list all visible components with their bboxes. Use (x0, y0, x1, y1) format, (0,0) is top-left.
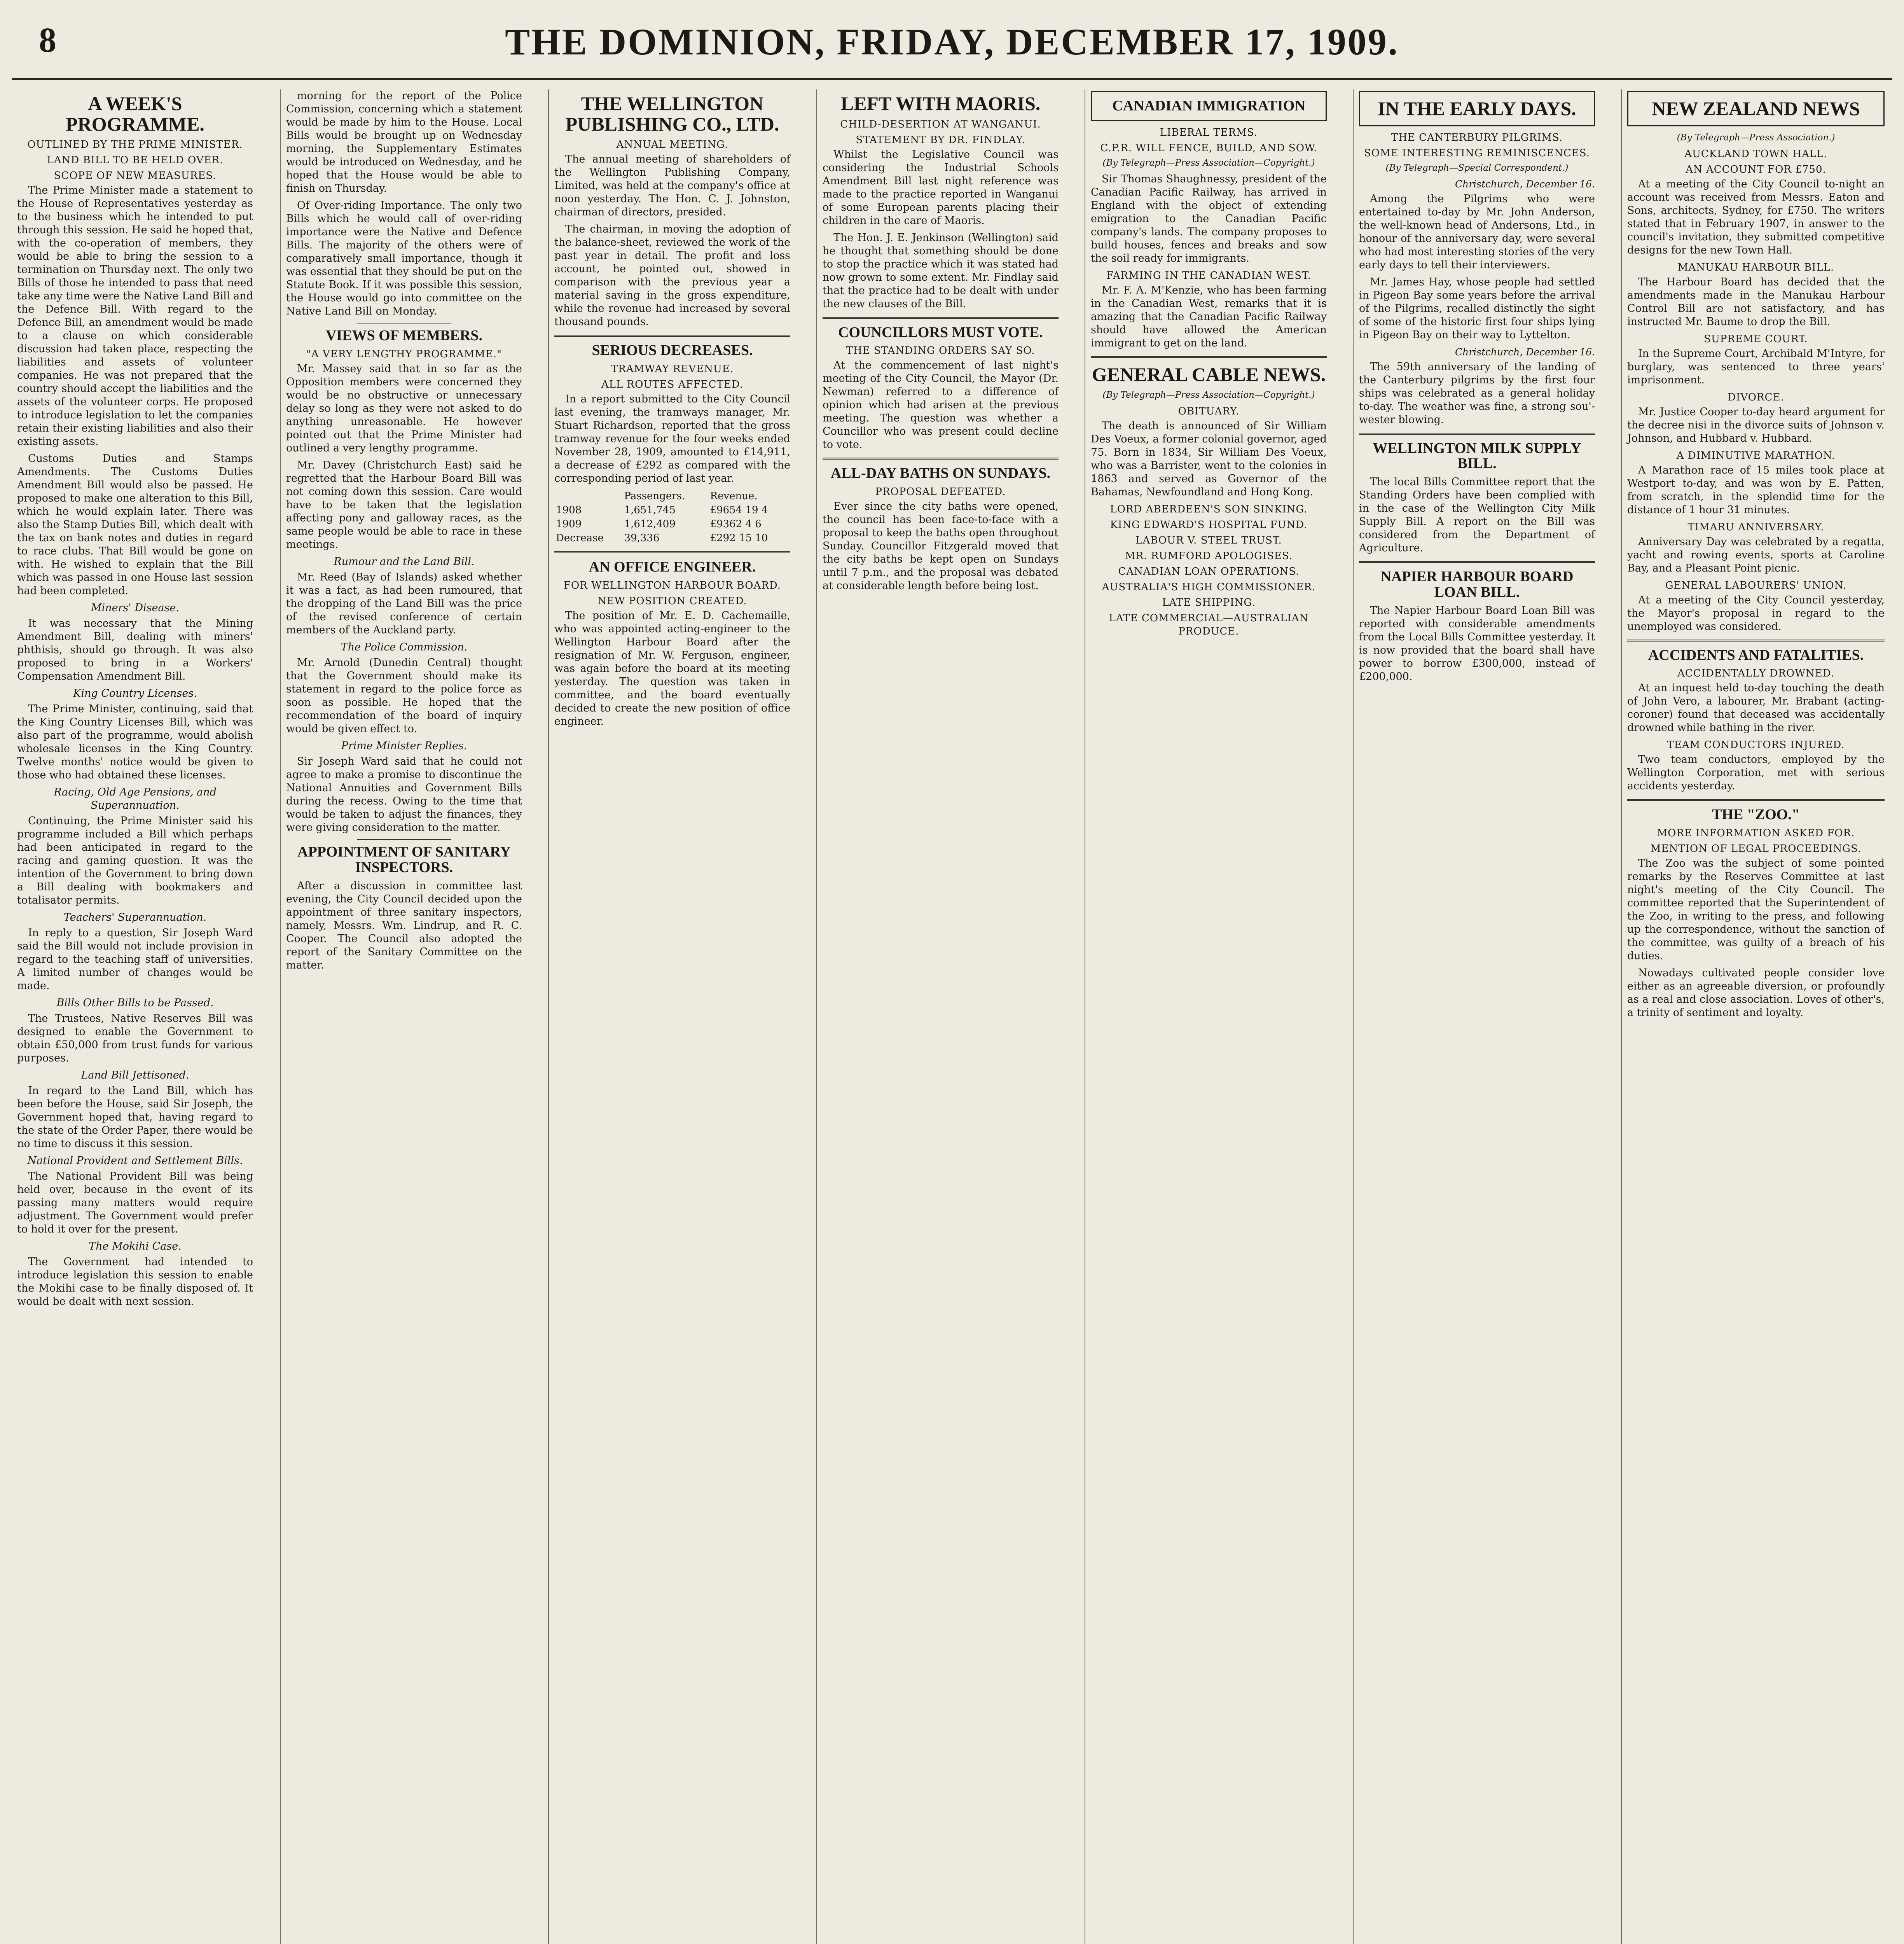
pilgrims-subhead: THE CANTERBURY PILGRIMS. (1391, 131, 1563, 143)
news-item-head: MANUKAU HARBOUR BILL. (1677, 261, 1834, 273)
proposal-defeated-subhead: PROPOSAL DEFEATED. (875, 486, 1006, 498)
article-paragraph: The Government had intended to introduce legislation this session to enable the Mokihi case to be finally disposed of. It would be dealt with next session. (17, 1256, 253, 1308)
news-item-text: Anniversary Day was celebrated by a regatta, yacht and rowing events, sports at Caroline Bay, and a Pleasant Point picnic. (1627, 535, 1885, 574)
tramway-revenue-table (554, 489, 790, 545)
article-paragraph: In a report submitted to the City Council last evening, the tramways manager, Mr. Stuart Richardson, reported that the gross tramway revenue for the four weeks ended November 28, 1909, amounted to £14,911, a decrease of £292 as compared with the corresponding period of last year. (554, 393, 790, 484)
table-header-cell: Passengers. (624, 490, 685, 502)
article-paragraph: Mr. F. A. M'Kenzie, who has been farming in the Canadian West, remarks that it is amazing that the Canadian Pacific Railway should have allowed the American immigrant to get on the land. (1091, 284, 1327, 349)
news-item-text: At a meeting of the City Council to-night an account was received from Messrs. Eaton and Sons, architects, Sydney, for £750. The writers stated that in February 1907, in answer to the council's invitation, they submitted competitive designs for the new Town Hall. (1627, 178, 1885, 256)
divider (1627, 799, 1885, 801)
article-paragraph: The local Bills Committee report that the Standing Orders have been complied with in the case of the Wellington City Milk Supply Bill. A report on the Bill was considered from the Department of Agriculture. (1359, 476, 1595, 554)
routes-subhead: ALL ROUTES AFFECTED. (601, 378, 743, 390)
table-cell: Decrease (556, 532, 604, 544)
column-2 (280, 89, 528, 1944)
news-item-text: The Harbour Board has decided that the amendments made in the Manukau Harbour Control Bill are not satisfactory, and has instructed Mr. Baume to drop the Bill. (1627, 276, 1885, 328)
news-item-head: AUCKLAND TOWN HALL. (1684, 148, 1827, 160)
left-with-maoris-headline: LEFT WITH MAORIS. (840, 93, 1041, 114)
child-desertion-subhead: CHILD-DESERTION AT WANGANUI. (840, 118, 1041, 130)
article-paragraph: Sir Joseph Ward said that he could not agree to make a promise to discontinue the National Annuities and Government Bills during the recess. Owing to the time that would be taken to adjust the finances, they were giving consideration to the matter. (286, 755, 522, 834)
column-3 (548, 89, 796, 1944)
column-4 (816, 89, 1064, 1944)
table-row (554, 517, 790, 531)
table-row (554, 531, 790, 545)
zoo-subhead: MORE INFORMATION ASKED FOR. (1657, 827, 1855, 839)
press-credit: (By Telegraph—Press Association—Copyright.) (1102, 157, 1315, 168)
article-paragraph: In reply to a question, Sir Joseph Ward said the Bill would not include provision in regard to the teaching staff of universities. A limited number of changes would be made. (17, 927, 253, 992)
table-cell: 1,651,745 (624, 504, 676, 516)
news-subhead: LATE COMMERCIAL—AUSTRALIAN PRODUCE. (1109, 612, 1309, 638)
table-cell: 39,336 (624, 532, 660, 544)
article-paragraph: Mr. Davey (Christchurch East) said he regretted that the Harbour Board Bill was not coming down this session. Care would have to be taken that the legislation affecting pony and galloway races, as the same people would be able to race in these meetings. (286, 459, 522, 551)
column-6 (1353, 89, 1600, 1944)
section-head: Rumour and the Land Bill. (334, 555, 475, 568)
findlay-subhead: STATEMENT BY DR. FINDLAY. (856, 134, 1025, 146)
divider (1091, 356, 1327, 358)
article-paragraph: It was necessary that the Mining Amendment Bill, dealing with miners' phthisis, should go through. It was also proposed to bring in a Workers' Compensation Amendment Bill. (17, 617, 253, 682)
sanitary-inspectors-headline: APPOINTMENT OF SANITARY INSPECTORS. (297, 843, 511, 876)
news-item-sub: AN ACCOUNT FOR £750. (1686, 163, 1826, 175)
early-days-headline: IN THE EARLY DAYS. (1378, 98, 1576, 119)
page-number: 8 (39, 21, 56, 59)
table-header-row (554, 489, 790, 503)
accidents-headline: ACCIDENTS AND FATALITIES. (1648, 647, 1864, 663)
serious-decreases-headline: SERIOUS DECREASES. (592, 342, 753, 358)
accident-text: At an inquest held to-day touching the death of John Vero, a labourer, Mr. Brabant (acting-coroner) found that deceased was accidentally drowned while bathing in the river. (1627, 682, 1885, 734)
article-paragraph: Whilst the Legislative Council was considering the Industrial Schools Amendment Bill last night reference was made to the practice reported in Wanganui of some European parents placing their children in the care of Maoris. (823, 148, 1059, 227)
subhead-scope: SCOPE OF NEW MEASURES. (54, 170, 217, 182)
zoo-headline: THE "ZOO." (1712, 806, 1800, 823)
press-credit: (By Telegraph—Special Correspondent.) (1385, 163, 1569, 173)
sunday-baths-headline: ALL-DAY BATHS ON SUNDAYS. (830, 465, 1051, 482)
standing-orders-subhead: THE STANDING ORDERS SAY SO. (846, 345, 1035, 357)
divider (554, 551, 790, 553)
section-head: The Police Commission. (341, 641, 468, 653)
zoo-subhead-legal: MENTION OF LEGAL PROCEEDINGS. (1650, 843, 1862, 855)
news-item-text: In the Supreme Court, Archibald M'Intyre, for burglary, was sentenced to three years' imprisonment. (1627, 347, 1885, 386)
article-paragraph: The chairman, in moving the adoption of the balance-sheet, reviewed the work of the past year in detail. The profit and loss account, he pointed out, showed in comparison with the previous year a material saving in the gross expenditure, while the revenue had increased by several thousand pounds. (554, 223, 790, 328)
liberal-terms-subhead: LIBERAL TERMS. (1160, 126, 1258, 138)
week-programme-headline: A WEEK'S PROGRAMME. (66, 93, 204, 135)
table-cell: 1,612,409 (624, 518, 676, 530)
dateline: Christchurch, December 16. (1455, 178, 1595, 190)
obituary-subhead: OBITUARY. (1178, 406, 1240, 418)
annual-meeting-subhead: ANNUAL MEETING. (616, 139, 728, 150)
article-paragraph: At the commencement of last night's meeting of the City Council, the Mayor (Dr. Newman) referred to a difference of opinion which had arisen at the previous meeting. The question was whether a Councillor who was present could decline to vote. (823, 359, 1059, 451)
article-paragraph: The Prime Minister, continuing, said that the King Country Licenses Bill, which was also part of the programme, would abolish wholesale licenses in the King Country. Twelve months' notice would be given to those who had obtained these licenses. (17, 703, 253, 781)
accident-head: ACCIDENTALLY DROWNED. (1677, 668, 1834, 680)
napier-harbour-headline: NAPIER HARBOUR BOARD LOAN BILL. (1380, 568, 1574, 601)
news-subhead: CANADIAN LOAN OPERATIONS. (1118, 566, 1300, 578)
section-head: Racing, Old Age Pensions, and Superannuation. (54, 786, 217, 811)
article-paragraph: After a discussion in committee last evening, the City Council decided upon the appointment of three sanitary inspectors, namely, Messrs. Wm. Lindrup, and R. C. Cooper. The Council also adopted the report of the Sanitary Committee on the matter. (286, 879, 522, 971)
section-head: National Provident and Settlement Bills. (27, 1155, 243, 1167)
table-row (554, 503, 790, 517)
article-paragraph: Ever since the city baths were opened, the council has been face-to-face with a proposal to keep the baths open throughout Sunday. Councillor Fitzgerald moved that the city baths be kept open on Sundays until 7 p.m., and the proposal was debated at considerable length before being lost. (823, 500, 1059, 592)
article-paragraph: The Prime Minister made a statement to the House of Representatives yesterday as to the business which he intended to put through this session. He said he hoped that, with the co-operation of members, they would be able to bring the session to a termination on Thursday next. The only two Bills of those he intended to pass that need take any time were the Native Land Bill and the Defence Bill. With regard to the Defence Bill, an amendment would be made to a clause on which considerable discussion had taken place, respecting the liabilities and assets of volunteer companies. He was not prepared that the country should accept the liabilities and the assets of the volunteer corps. He proposed to introduce legislation to let the companies retain their existing liabilities and also their existing assets. (17, 184, 253, 448)
dateline: Christchurch, December 16. (1455, 346, 1595, 358)
news-item-head: SUPREME COURT. (1704, 333, 1808, 345)
quote-subhead: "A VERY LENGTHY PROGRAMME." (306, 348, 502, 360)
section-head: Land Bill Jettisoned. (81, 1069, 189, 1081)
press-credit: (By Telegraph—Press Association—Copyright.) (1102, 390, 1315, 400)
harbour-board-subhead: FOR WELLINGTON HARBOUR BOARD. (563, 579, 781, 591)
section-head: Miners' Disease. (91, 602, 180, 614)
newspaper-title: THE DOMINION, FRIDAY, DECEMBER 17, 1909. (505, 21, 1399, 63)
news-subhead: LATE SHIPPING. (1162, 597, 1256, 609)
column-5 (1085, 89, 1332, 1944)
accident-head: TEAM CONDUCTORS INJURED. (1667, 739, 1845, 751)
article-paragraph: Mr. Arnold (Dunedin Central) thought that the Government should make its statement in regard to the police force as soon as possible. He hoped that the recommendation of the board of inquiry would be given effect to. (286, 656, 522, 735)
news-item-head: DIVORCE. (1728, 391, 1784, 403)
news-item-head: GENERAL LABOURERS' UNION. (1665, 579, 1847, 591)
subhead-land-bill: LAND BILL TO BE HELD OVER. (47, 154, 224, 166)
nz-news-headline: NEW ZEALAND NEWS (1652, 98, 1860, 119)
office-engineer-headline: AN OFFICE ENGINEER. (589, 558, 756, 575)
publishing-co-headline: THE WELLINGTON PUBLISHING CO., LTD. (565, 93, 779, 135)
column-7 (1621, 89, 1890, 1944)
news-item-text: Mr. Justice Cooper to-day heard argument for the decree nisi in the divorce suits of Johnson v. Johnson, and Hubbard v. Hubbard. (1627, 406, 1885, 444)
article-paragraph: The 59th anniversary of the landing of the Canterbury pilgrims by the first four ships was celebrated as a general holiday to-day. The weather was fine, a strong sou'-wester blowing. (1359, 360, 1595, 426)
news-item-text: At a meeting of the City Council yesterday, the Mayor's proposal in regard to the unemployed was considered. (1627, 594, 1885, 633)
column-1 (12, 89, 259, 1944)
table-cell: 1909 (556, 518, 582, 530)
article-paragraph: The Hon. J. E. Jenkinson (Wellington) said he thought that something should be done to stop the practice which it was stated had now grown to some extent. Mr. Findlay said that the practice had to be dealt with under the new clauses of the Bill. (823, 231, 1059, 310)
article-paragraph: The death is announced of Sir William Des Voeux, a former colonial governor, aged 75. Born in 1834, Sir William Des Voeux, who was a Barrister, went to the colonies in 1863 and served as Governor of the Bahamas, Newfoundland and Hong Kong. (1091, 420, 1327, 498)
article-paragraph: The Napier Harbour Board Loan Bill was reported with considerable amendments from the Local Bills Committee yesterday. It is now provided that the board shall have power to borrow £300,000, instead of £200,000. (1359, 605, 1595, 683)
section-head: King Country Licenses. (73, 687, 197, 699)
reminiscences-subhead: SOME INTERESTING REMINISCENCES. (1364, 147, 1590, 159)
table-cell: £292 15 10 (710, 532, 768, 544)
article-paragraph: Customs Duties and Stamps Amendments. The Customs Duties Amendment Bill would also be passed. He proposed to make one alteration to this Bill, which he would explain later. There was also the Stamp Duties Bill, which dealt with the tax on bank notes and duties in regard to race clubs. That Bill would be gone on with. He wished to explain that the Bill which was passed in one House last session had been completed. (17, 453, 253, 597)
masthead (12, 20, 1892, 79)
table-header-cell: Revenue. (710, 490, 758, 502)
nz-news-box (1627, 91, 1885, 126)
canadian-immigration-headline: CANADIAN IMMIGRATION (1112, 98, 1305, 114)
article-paragraph: Among the Pilgrims who were entertained to-day by Mr. John Anderson, the well-known head of Andersons, Ltd., in honour of the anniversary day, were several who had most interesting stories of the very early days to tell their interviewers. (1359, 192, 1595, 271)
article-paragraph: Nowadays cultivated people consider love either as an agreeable diversion, or profoundly as a real and close association. Loves of other's, a trinity of sentiment and loyalty. (1627, 967, 1885, 1019)
early-days-box (1359, 91, 1595, 126)
views-headline: VIEWS OF MEMBERS. (326, 327, 482, 344)
general-cable-news-headline: GENERAL CABLE NEWS. (1092, 363, 1326, 385)
cpr-subhead: C.P.R. WILL FENCE, BUILD, AND SOW. (1100, 142, 1317, 154)
news-item-head: A DIMINUTIVE MARATHON. (1676, 449, 1836, 462)
table-cell: £9362 4 6 (710, 518, 762, 530)
columns (12, 89, 1892, 1944)
subhead-prime-minister: OUTLINED BY THE PRIME MINISTER. (27, 139, 243, 150)
section-head: Teachers' Superannuation. (63, 911, 207, 923)
table-header-cell (554, 489, 623, 503)
news-subhead: LABOUR V. STEEL TRUST. (1135, 535, 1282, 547)
section-head: Prime Minister Replies. (341, 739, 467, 752)
canadian-immigration-box (1091, 91, 1327, 121)
news-item-head: TIMARU ANNIVERSARY. (1687, 521, 1824, 533)
article-paragraph: Mr. Massey said that in so far as the Opposition members were concerned they would be no obstructive or unnecessary delay so long as they were not asked to do anything unreasonable. He however pointed out that the Prime Minister had outlined a very lengthy programme. (286, 362, 522, 454)
article-paragraph: Of Over-riding Importance. The only two Bills which he would call of over-riding importance were the Native and Defence Bills. The majority of the others were of comparatively small importance, though it was essential that they should be put on the Statute Book. If it was possible this session, the House would go into committee on the Native Land Bill on Monday. (286, 199, 522, 317)
news-subhead: AUSTRALIA'S HIGH COMMISSIONER. (1102, 581, 1316, 593)
milk-supply-headline: WELLINGTON MILK SUPPLY BILL. (1373, 440, 1581, 472)
article-paragraph: Mr. James Hay, whose people had settled in Pigeon Bay some years before the arrival of the Pilgrims, recalled distinctly the sight of some of the historic first four ships lying in Pigeon Bay on their way to Lyttelton. (1359, 276, 1595, 341)
article-paragraph: The annual meeting of shareholders of the Wellington Publishing Company, Limited, was held at the company's office at noon yesterday. The Hon. C. J. Johnston, chairman of directors, presided. (554, 153, 790, 218)
article-paragraph: Sir Thomas Shaughnessy, president of the Canadian Pacific Railway, has arrived in England with the object of extending emigration to the Canadian Pacific company's lands. The company proposes to build houses, fences and breaks and sow the soil ready for immigrants. (1091, 173, 1327, 264)
article-paragraph: morning for the report of the Police Commission, concerning which a statement would be made by him to the House. Local Bills would be brought up on Wednesday morning, the Supplementary Estimates would be introduced on Wednesday, and he hoped that the House would be able to finish on Thursday. (286, 90, 522, 194)
new-position-subhead: NEW POSITION CREATED. (597, 595, 747, 607)
article-paragraph: The Trustees, Native Reserves Bill was designed to enable the Government to obtain £50,000 from trust funds for various purposes. (17, 1012, 253, 1064)
divider (823, 458, 1059, 460)
section-head: Bills Other Bills to be Passed. (56, 997, 214, 1009)
divider (357, 839, 451, 840)
divider (1359, 561, 1595, 563)
article-paragraph: The Zoo was the subject of some pointed remarks by the Reserves Committee at last night's meeting of the City Council. The committee reported that the Superintendent of the Zoo, in writing to the press, and following up the correspondence, without the sanction of the committee, was guilty of a breach of his duties. (1627, 857, 1885, 962)
article-paragraph: In regard to the Land Bill, which has been before the House, said Sir Joseph, the Government hoped that, having regard to the state of the Order Paper, there would be no time to discuss it this session. (17, 1085, 253, 1150)
article-paragraph: Mr. Reed (Bay of Islands) asked whether it was a fact, as had been rumoured, that the dropping of the Land Bill was the price of the revised conference of certain members of the Auckland party. (286, 571, 522, 636)
news-subhead: MR. RUMFORD APOLOGISES. (1125, 550, 1293, 562)
article-paragraph: The National Provident Bill was being held over, because in the event of its passing many matters would require adjustment. The Government would prefer to hold it over for the present. (17, 1170, 253, 1235)
tramway-subhead: TRAMWAY REVENUE. (611, 363, 734, 375)
divider (1359, 433, 1595, 435)
divider (823, 317, 1059, 319)
councillors-vote-headline: COUNCILLORS MUST VOTE. (838, 324, 1043, 341)
divider (554, 335, 790, 337)
news-item-text: A Marathon race of 15 miles took place at Westport to-day, and was won by E. Patten, from scratch, in the splendid time for the distance of 1 hour 31 minutes. (1627, 464, 1885, 516)
masthead-rule (12, 78, 1892, 80)
accident-text: Two team conductors, employed by the Wellington Corporation, met with serious accidents yesterday. (1627, 753, 1885, 792)
section-head: The Mokihi Case. (89, 1240, 182, 1252)
news-subhead: LORD ABERDEEN'S SON SINKING. (1110, 503, 1308, 516)
table-cell: 1908 (556, 504, 582, 516)
divider (1627, 640, 1885, 642)
press-credit: (By Telegraph—Press Association.) (1677, 132, 1835, 143)
news-subhead: KING EDWARD'S HOSPITAL FUND. (1110, 519, 1308, 531)
table-cell: £9654 19 4 (710, 504, 768, 516)
farming-subhead: FARMING IN THE CANADIAN WEST. (1106, 269, 1311, 281)
article-paragraph: Continuing, the Prime Minister said his programme included a Bill which perhaps had been anticipated in regard to the racing and gaming question. It was the intention of the Government to bring down a Bill dealing with bookmakers and totalisator permits. (17, 815, 253, 906)
article-paragraph: The position of Mr. E. D. Cachemaille, who was appointed acting-engineer to the Wellington Harbour Board after the resignation of Mr. W. Ferguson, engineer, was again before the board at its meeting yesterday. The question was taken in committee, and the board eventually decided to create the new position of office engineer. (554, 609, 790, 727)
